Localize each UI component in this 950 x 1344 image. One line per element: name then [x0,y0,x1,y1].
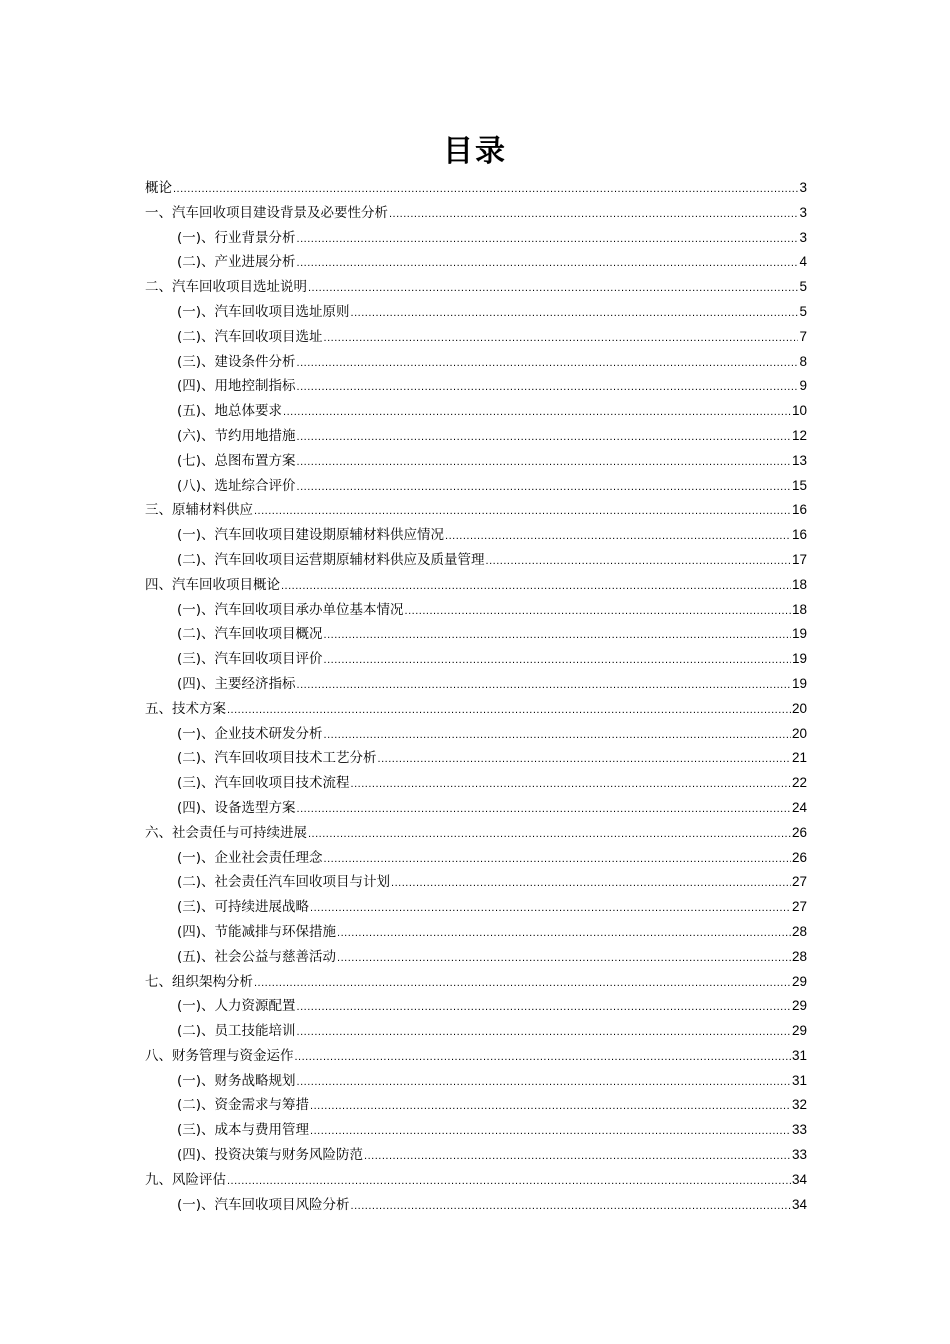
toc-page-number: 5 [799,303,807,319]
toc-dot-leader [297,227,799,252]
toc-dot-leader [297,425,791,450]
toc-page-number: 5 [799,279,807,295]
toc-page-number: 8 [799,353,807,369]
toc-dot-leader [351,301,799,326]
toc-section-entry[interactable] [145,1118,807,1143]
toc-entry-label: (二)、汽车回收项目概况 [177,626,323,643]
toc-section-entry[interactable] [145,449,807,474]
toc-entry-label: (三)、可持续进展战略 [177,899,310,916]
toc-page-number: 3 [799,204,807,220]
toc-section-entry[interactable] [145,325,807,350]
toc-entry-label: (六)、节约用地措施 [177,427,296,444]
toc-entry-label: 七、组织架构分析 [145,973,253,990]
toc-section-entry[interactable] [145,945,807,970]
toc-section-entry[interactable] [145,746,807,771]
toc-page-number: 29 [791,998,807,1014]
toc-page-number: 20 [791,700,807,716]
toc-dot-leader [324,723,791,748]
toc-entry-label: (二)、汽车回收项目选址 [177,328,323,345]
toc-entry-label: (一)、人力资源配置 [177,998,296,1015]
toc-page-number: 21 [791,750,807,766]
toc-chapter-entry[interactable] [145,697,807,722]
toc-entry-label: 八、财务管理与资金运作 [145,1047,294,1064]
toc-page-number: 3 [799,180,807,195]
toc-dot-leader [351,1194,791,1219]
toc-page-number: 4 [799,254,807,270]
toc-entry-label: 五、技术方案 [145,700,226,717]
toc-chapter-entry[interactable] [145,201,807,226]
toc-section-entry[interactable] [145,672,807,697]
toc-page-number: 3 [799,229,807,245]
toc-section-entry[interactable] [145,548,807,573]
toc-dot-leader [389,202,798,227]
toc-dot-leader [310,1094,791,1119]
toc-entry-label: (一)、企业社会责任理念 [177,849,323,866]
toc-page-number: 24 [791,799,807,815]
table-of-contents [145,176,807,1217]
toc-dot-leader [227,1169,791,1194]
toc-entry-label: (五)、地总体要求 [177,403,283,420]
toc-page-number: 18 [791,576,807,592]
toc-page-number: 15 [791,477,807,493]
toc-dot-leader [297,797,791,822]
toc-dot-leader [324,847,791,872]
toc-page-number: 33 [791,1147,807,1163]
toc-page-number: 10 [791,403,807,419]
toc-dot-leader [337,946,791,971]
toc-entry-label: 三、原辅材料供应 [145,502,253,519]
toc-page-number: 34 [791,1196,807,1212]
toc-dot-leader [351,772,791,797]
toc-section-entry[interactable] [145,722,807,747]
toc-entry-label: (一)、行业背景分析 [177,229,296,246]
toc-entry-label: (一)、汽车回收项目承办单位基本情况 [177,601,404,618]
toc-section-entry[interactable] [145,1019,807,1044]
toc-chapter-entry[interactable] [145,275,807,300]
toc-dot-leader [295,1045,791,1070]
toc-page-number: 29 [791,1023,807,1039]
toc-dot-leader [227,698,791,723]
toc-entry-label: (一)、企业技术研发分析 [177,725,323,742]
toc-dot-leader [391,871,791,896]
toc-page-number: 28 [791,923,807,939]
toc-page-number: 28 [791,948,807,964]
toc-entry-label: (三)、成本与费用管理 [177,1122,310,1139]
toc-chapter-entry[interactable] [145,1044,807,1069]
toc-dot-leader [173,177,798,202]
toc-section-entry[interactable] [145,994,807,1019]
toc-entry-label: (一)、汽车回收项目选址原则 [177,303,350,320]
toc-entry-label: (二)、汽车回收项目技术工艺分析 [177,750,377,767]
toc-dot-leader [310,896,791,921]
toc-section-entry[interactable] [145,350,807,375]
toc-dot-leader [486,549,791,574]
toc-section-entry[interactable] [145,523,807,548]
toc-dot-leader [283,400,791,425]
toc-entry-label: (四)、节能减排与环保措施 [177,923,337,940]
toc-page-number: 19 [791,626,807,642]
toc-entry-label: (五)、社会公益与慈善活动 [177,948,337,965]
toc-entry-label: (八)、选址综合评价 [177,477,296,494]
toc-section-entry[interactable] [145,622,807,647]
toc-entry-label: (一)、汽车回收项目建设期原辅材料供应情况 [177,527,445,544]
toc-page-number: 19 [791,675,807,691]
toc-chapter-entry[interactable] [145,821,807,846]
toc-page-number: 29 [791,973,807,989]
toc-entry-label: (四)、主要经济指标 [177,675,296,692]
toc-entry-label: (四)、投资决策与财务风险防范 [177,1147,364,1164]
toc-page-number: 18 [791,601,807,617]
toc-page-number: 26 [791,849,807,865]
toc-entry-label: (一)、汽车回收项目风险分析 [177,1196,350,1213]
toc-chapter-entry[interactable] [145,573,807,598]
toc-page-number: 34 [791,1171,807,1187]
toc-entry-label: (二)、汽车回收项目运营期原辅材料供应及质量管理 [177,551,485,568]
toc-section-entry[interactable] [145,870,807,895]
toc-dot-leader [297,251,799,276]
toc-entry-label: (二)、资金需求与筹措 [177,1097,310,1114]
toc-dot-leader [297,450,791,475]
toc-page-number: 26 [791,824,807,840]
toc-page-number: 31 [791,1072,807,1088]
toc-section-entry[interactable] [145,424,807,449]
toc-section-entry[interactable] [145,1069,807,1094]
toc-dot-leader [308,276,798,301]
toc-page-number: 33 [791,1122,807,1138]
toc-entry-label: (三)、汽车回收项目技术流程 [177,775,350,792]
toc-page-number: 16 [791,502,807,518]
toc-entry-label: (二)、产业进展分析 [177,254,296,271]
toc-chapter-entry[interactable] [145,970,807,995]
toc-dot-leader [310,1119,791,1144]
toc-dot-leader [297,1020,791,1045]
toc-dot-leader [324,326,799,351]
toc-dot-leader [297,995,791,1020]
toc-page-number: 7 [799,328,807,344]
toc-section-entry[interactable] [145,895,807,920]
toc-section-entry[interactable] [145,300,807,325]
toc-page-number: 9 [799,378,807,394]
toc-entry-label: 概论 [145,180,172,196]
toc-entry-label: (二)、社会责任汽车回收项目与计划 [177,874,391,891]
toc-section-entry[interactable] [145,474,807,499]
toc-dot-leader [297,673,791,698]
toc-dot-leader [254,971,791,996]
toc-entry-label: 一、汽车回收项目建设背景及必要性分析 [145,204,388,221]
toc-page-number: 31 [791,1047,807,1063]
toc-section-entry[interactable] [145,796,807,821]
toc-dot-leader [337,921,791,946]
toc-section-entry[interactable] [145,598,807,623]
toc-dot-leader [378,747,791,772]
toc-dot-leader [405,599,791,624]
toc-section-entry[interactable] [145,771,807,796]
toc-section-entry[interactable] [145,647,807,672]
toc-dot-leader [445,524,791,549]
toc-page-number: 20 [791,725,807,741]
toc-dot-leader [297,475,791,500]
toc-dot-leader [281,574,791,599]
toc-section-entry[interactable] [145,920,807,945]
toc-dot-leader [308,822,791,847]
toc-section-entry[interactable] [145,399,807,424]
toc-entry-label: (四)、用地控制指标 [177,378,296,395]
toc-dot-leader [297,375,799,400]
toc-chapter-entry[interactable] [145,1168,807,1193]
toc-section-entry[interactable] [145,226,807,251]
toc-page-number: 17 [791,551,807,567]
toc-page-number: 19 [791,651,807,667]
toc-dot-leader [364,1144,791,1169]
toc-entry-label: (一)、财务战略规划 [177,1072,296,1089]
toc-dot-leader [254,499,791,524]
toc-dot-leader [297,1070,791,1095]
toc-page-number: 13 [791,452,807,468]
toc-chapter-entry[interactable] [145,498,807,523]
toc-page-number: 16 [791,527,807,543]
toc-section-entry[interactable] [145,250,807,275]
toc-page-number: 22 [791,775,807,791]
toc-section-entry[interactable] [145,1143,807,1168]
toc-entry-label: 二、汽车回收项目选址说明 [145,279,307,296]
toc-section-entry[interactable] [145,1193,807,1218]
toc-entry-label: 四、汽车回收项目概论 [145,576,280,593]
toc-section-entry[interactable] [145,374,807,399]
toc-page-number: 27 [791,899,807,915]
toc-chapter-entry[interactable] [145,176,807,201]
toc-page-number: 32 [791,1097,807,1113]
toc-entry-label: (三)、建设条件分析 [177,353,296,370]
toc-page-number: 27 [791,874,807,890]
toc-section-entry[interactable] [145,1093,807,1118]
toc-entry-label: 六、社会责任与可持续进展 [145,824,307,841]
toc-entry-label: (二)、员工技能培训 [177,1023,296,1040]
toc-title: 目录 [443,134,507,169]
toc-entry-label: (七)、总图布置方案 [177,452,296,469]
toc-dot-leader [324,648,791,673]
toc-entry-label: (三)、汽车回收项目评价 [177,651,323,668]
toc-dot-leader [324,623,791,648]
toc-page-number: 12 [791,427,807,443]
toc-entry-label: 九、风险评估 [145,1171,226,1188]
toc-section-entry[interactable] [145,846,807,871]
toc-entry-label: (四)、设备选型方案 [177,799,296,816]
toc-dot-leader [297,351,799,376]
